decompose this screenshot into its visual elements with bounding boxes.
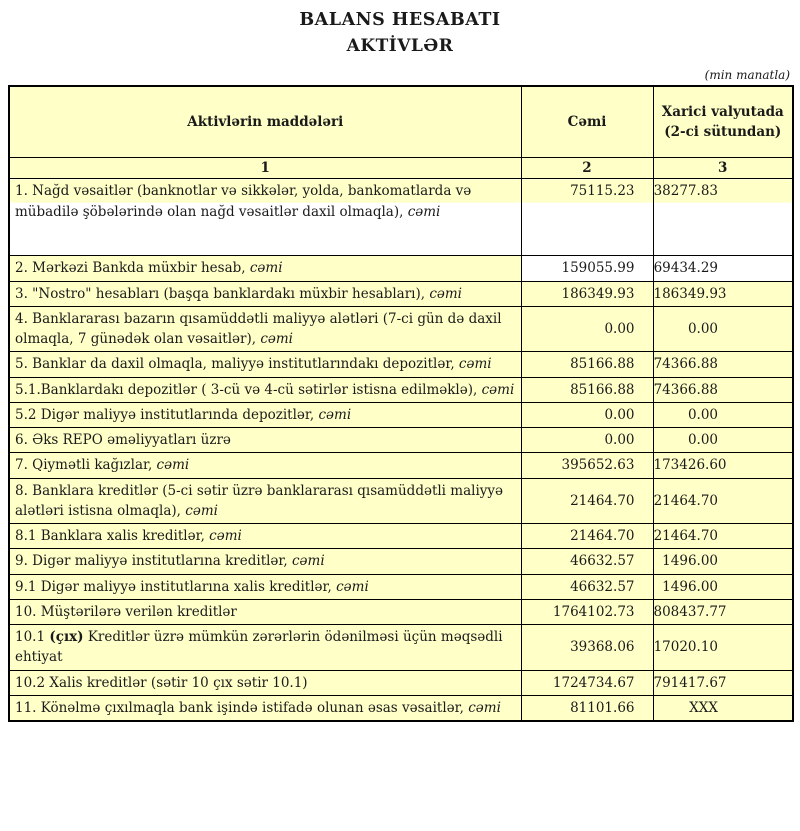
row-label-italic: cəmi [429,285,462,302]
row-label-text: 10.2 Xalis kreditlər (sətir 10 çıx sətir 10.1) [15,674,308,691]
row-label-text: 11. Könəlmə çıxılmaqla bank işində istifadə olunan əsas vəsaitlər, [15,699,469,716]
foreign-value: 808437.77 [653,599,793,624]
foreign-value: 74366.88 [653,377,793,402]
row-label-italic: cəmi [209,528,242,544]
row-label [9,574,521,599]
row-label-text: 10.1 [15,629,50,645]
row-label-italic: cəmi [407,203,441,220]
row-label-italic: cəmi [318,406,352,423]
table-row [9,599,793,624]
table-row [9,574,793,599]
row-label [9,625,521,671]
row-label [9,695,521,721]
row-label-text: 6. Əks REPO əməliyyatları üzrə [15,432,231,448]
row-label-italic: cəmi [249,260,283,277]
foreign-value: 74366.88 [653,352,793,377]
table-row [9,179,793,256]
row-label [9,179,521,256]
total-value: 21464.70 [521,478,653,524]
column-number-row [9,158,793,179]
row-label [9,428,521,453]
row-label-italic: cəmi [156,457,190,474]
table-row [9,625,793,671]
foreign-value: 1496.00 [653,574,793,599]
total-value: 0.00 [521,428,653,453]
row-label-text: 7. Qiymətli kağızlar, [15,457,157,474]
row-label [9,402,521,427]
total-value: 21464.70 [521,524,653,549]
total-value: 186349.93 [521,281,653,306]
row-label [9,549,521,574]
row-label-italic: cəmi [260,331,293,347]
foreign-value: 0.00 [653,402,793,427]
row-label-italic: cəmi [458,356,492,373]
total-value: 395652.63 [521,453,653,478]
total-value: 159055.99 [521,256,653,281]
row-label-text: 10. Müştərilərə verilən kreditlər [15,603,237,620]
row-label-text: 4. Banklararası bazarın qısamüddətli maliyyə alətləri (7-ci gün də daxil olmaqla, 7 günədək olan vəsaitlər), [15,310,502,347]
row-label-italic: cəmi [185,502,218,519]
column-number-1: 1 [9,158,521,179]
row-label-text-2: Kreditlər üzrə mümkün zərərlərin ödənilməsi üçün məqsədli ehtiyat [15,629,503,666]
column-number-2: 2 [521,158,653,179]
total-value: 75115.23 [521,179,653,256]
row-label-text: 5. Banklar da daxil olmaqla, maliyyə institutlarındakı depozitlər, [15,356,459,373]
row-label [9,670,521,695]
table-row [9,428,793,453]
column-number-3: 3 [653,158,793,179]
row-label [9,377,521,402]
row-label-italic: cəmi [336,578,369,595]
report-subtitle: AKTİVLƏR [346,36,454,56]
total-column-header: Cəmi [521,86,653,158]
total-value: 46632.57 [521,574,653,599]
row-label-text: 9. Digər maliyyə institutlarına kreditlər, [15,553,292,570]
total-value: 39368.06 [521,625,653,671]
table-row [9,352,793,377]
total-value: 0.00 [521,402,653,427]
row-label-text: 8. Banklara kreditlər (5-ci sətir üzrə banklararası qısamüddətli maliyyə alətləri istisna olmaqla), [15,482,504,519]
row-label-italic: cəmi [468,699,501,716]
row-label-italic: cəmi [481,381,515,398]
items-column-header: Aktivlərin maddələri [9,86,521,158]
row-label [9,256,521,281]
header-row [9,86,793,158]
foreign-value: 69434.29 [653,256,793,281]
row-label-text: 1. Nağd vəsaitlər (banknotlar və sikkələr, yolda, bankomatlarda və mübadilə şöbələrində olan nağd vəsaitlər daxil olmaqla), [15,183,472,220]
row-label-text: 3. "Nostro" hesabları (başqa banklardakı müxbir hesabları), [15,285,430,302]
total-value: 1724734.67 [521,670,653,695]
total-value: 1764102.73 [521,599,653,624]
total-value: 85166.88 [521,352,653,377]
row-label [9,281,521,306]
row-label [9,524,521,549]
table-row [9,695,793,721]
row-label [9,306,521,352]
foreign-currency-column-header: Xarici valyutada (2-ci sütundan) [653,86,793,158]
foreign-value: XXX [653,695,793,721]
table-row [9,549,793,574]
foreign-value: 186349.93 [653,281,793,306]
foreign-value: 0.00 [653,306,793,352]
table-row [9,281,793,306]
total-value: 46632.57 [521,549,653,574]
foreign-value: 21464.70 [653,478,793,524]
foreign-value: 0.00 [653,428,793,453]
report-title: BALANS HESABATI [299,10,501,30]
row-label [9,453,521,478]
table-row [9,256,793,281]
total-value: 81101.66 [521,695,653,721]
total-value: 0.00 [521,306,653,352]
foreign-value: 791417.67 [653,670,793,695]
foreign-value: 38277.83 [653,179,793,256]
table-row [9,306,793,352]
row-label-text: 8.1 Banklara xalis kreditlər, [15,528,210,544]
row-label [9,352,521,377]
row-label [9,478,521,524]
table-row [9,670,793,695]
foreign-value: 21464.70 [653,524,793,549]
table-row [9,402,793,427]
table-row [9,453,793,478]
table-row [9,524,793,549]
foreign-value: 173426.60 [653,453,793,478]
total-value: 85166.88 [521,377,653,402]
table-row [9,377,793,402]
unit-note: (min manatla) [704,68,790,82]
row-label-text: 5.1.Banklardakı depozitlər ( 3-cü və 4-cü sətirlər istisna edilməklə), [15,381,482,398]
assets-table [8,85,794,722]
foreign-value: 17020.10 [653,625,793,671]
row-label-text: 5.2 Digər maliyyə institutlarında depozitlər, [15,406,319,423]
row-label-text: 2. Mərkəzi Bankda müxbir hesab, [15,260,250,277]
foreign-value: 1496.00 [653,549,793,574]
row-label-text: 9.1 Digər maliyyə institutlarına xalis kreditlər, [15,578,337,595]
row-label [9,599,521,624]
row-label-bold: (çıx) [49,629,84,645]
row-label-italic: cəmi [291,553,325,570]
table-row [9,478,793,524]
